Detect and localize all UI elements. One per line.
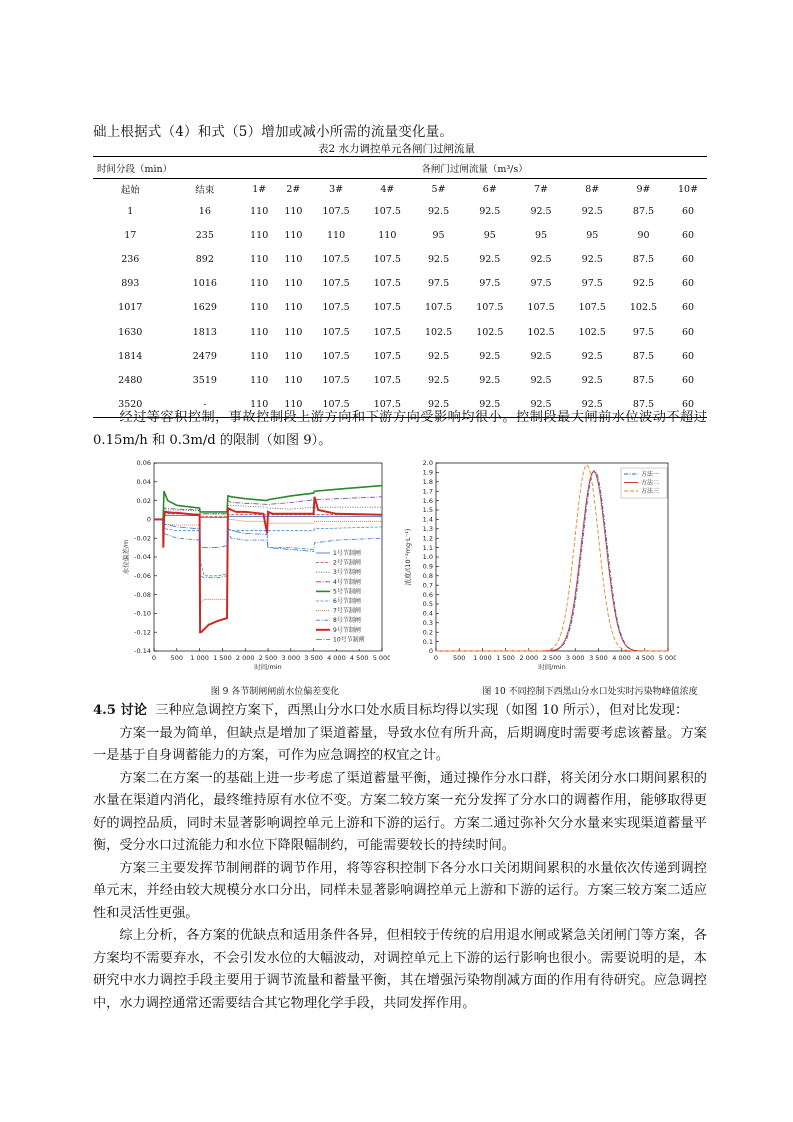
- paragraph-scheme-3: 方案三主要发挥节制闸群的调节作用，将等容积控制下各分水口关闭期间累积的水量依次传递到调控单元末，并经由较大规模分水口分出，同样未显著影响调控单元上游和下游的运行。方案三较方案二适应性和灵活性更强。: [93, 860, 707, 921]
- table-cell: 92.5: [530, 205, 552, 217]
- column-header: 1#: [252, 183, 267, 195]
- column-header: 4#: [380, 183, 395, 195]
- table-cell: 110: [284, 374, 303, 386]
- table-cell: 95: [432, 229, 445, 241]
- table-cell: 92.5: [427, 205, 450, 217]
- table-cell: 92.5: [479, 374, 501, 386]
- y-tick-label: 0.1: [422, 637, 433, 646]
- x-tick-label: 2 500: [258, 654, 278, 662]
- column-header: 7#: [534, 183, 549, 195]
- legend-label: 1号节制闸: [333, 550, 361, 557]
- y-tick-label: 1.9: [422, 468, 433, 477]
- legend-label: 3号节制闸: [333, 569, 361, 577]
- gate-flow-table: [93, 156, 707, 418]
- x-tick-label: 3 500: [304, 654, 323, 662]
- table-cell: 107.5: [310, 393, 361, 418]
- figure-9-chart: [118, 455, 390, 670]
- y-tick-label: 1.8: [422, 478, 433, 486]
- y-tick-label: -0.04: [134, 553, 151, 562]
- y-tick-label: -0.08: [134, 590, 151, 599]
- y-tick-label: 0.4: [422, 609, 433, 618]
- table-cell: 92.5: [479, 350, 501, 362]
- table-body: [93, 199, 707, 417]
- intro-text: 础上根据式（4）和式（5）增加或减小所需的流量变化量。: [93, 124, 454, 140]
- y-tick-label: -0.12: [134, 628, 151, 637]
- table-cell: 97.5: [581, 278, 603, 290]
- y-tick-label: 0.3: [422, 619, 433, 627]
- table-cell: 107.5: [362, 393, 413, 418]
- table-cell: 110: [250, 229, 269, 241]
- table-cell: 102.5: [578, 326, 606, 338]
- table-cell: 107.5: [373, 278, 401, 290]
- y-tick-label: 1.0: [422, 553, 433, 562]
- table-cell: 92.5: [479, 205, 501, 217]
- table-cell: 2480: [118, 374, 143, 386]
- x-axis-label: 时间/min: [538, 663, 566, 670]
- table-cell: 110: [284, 229, 303, 241]
- table-cell: 60: [669, 393, 707, 418]
- paragraph-scheme-2: 方案二在方案一的基础上进一步考虑了渠道蓄量平衡，通过操作分水口群，将关闭分水口期间累积的水量在渠道内消化，最终维持原有水位不变。方案二较方案一充分发挥了分水口的调蓄作用，能够取得更好的调控品质，同时未显著影响调控单元上游和下游的运行。方案二通过弥补欠分水量来实现渠道蓄量平衡，受分水口过流能力和水位下降限幅制约，可能需要较长的持续时间。: [93, 770, 707, 853]
- table-cell: 110: [242, 393, 276, 418]
- y-tick-label: -0.02: [134, 534, 151, 543]
- discussion-first-line: [93, 700, 707, 723]
- table-cell: 17: [124, 229, 137, 241]
- table-cell: 97.5: [479, 278, 501, 290]
- table-cell: 60: [682, 229, 695, 241]
- table-cell: 90: [637, 229, 650, 241]
- table-cell: 107.5: [373, 253, 401, 265]
- legend-label: 8号节制闸: [333, 617, 361, 625]
- column-header: 5#: [431, 183, 446, 195]
- figure-9: [118, 455, 390, 674]
- table-row: [93, 296, 707, 320]
- table-cell: 87.5: [632, 350, 655, 362]
- table-cell: 110: [250, 350, 269, 362]
- table-row: [93, 344, 707, 368]
- legend-label: 5号节制闸: [333, 588, 361, 596]
- table-cell: 107.5: [322, 253, 350, 265]
- y-tick-label: 0: [428, 647, 433, 656]
- table-cell: 102.5: [527, 326, 555, 338]
- y-tick-label: 0.04: [136, 478, 151, 486]
- table-cell: 110: [250, 302, 269, 314]
- column-header: 起始: [120, 185, 140, 196]
- y-tick-label: 1.3: [422, 525, 433, 533]
- table-cell: 97.5: [530, 278, 552, 290]
- table-cell: 107.5: [322, 302, 350, 314]
- table-cell: 3519: [192, 374, 217, 386]
- legend-label: 7号节制闸: [333, 607, 361, 615]
- x-tick-label: 4 000: [327, 654, 346, 662]
- y-tick-label: -0.06: [134, 572, 151, 580]
- x-tick-label: 5 000: [658, 654, 676, 662]
- table-cell: 107.5: [322, 374, 350, 386]
- table-row: [93, 223, 707, 247]
- figure-9-caption: 图 9 各节制闸闸前水位偏差变化: [210, 687, 340, 697]
- table-group-header: [93, 157, 707, 179]
- table-cell: 1017: [118, 302, 143, 314]
- gate-flow-header: 各闸门过闸流量（m³/s）: [242, 157, 707, 179]
- table-cell: 92.5: [581, 253, 603, 265]
- table-cell: 1630: [118, 326, 143, 338]
- discussion-intro: 三种应急调控方案下，西黑山分水口处水质目标均得以实现（如图 10 所示），但对比发现：: [155, 703, 689, 718]
- table-cell: 110: [250, 253, 269, 265]
- table-cell: 107.5: [322, 326, 350, 338]
- x-tick-label: 1 500: [213, 654, 232, 662]
- legend-label: 4号节制闸: [333, 578, 361, 586]
- table-cell: 92.5: [530, 374, 552, 386]
- x-tick-label: 3 500: [589, 654, 608, 662]
- y-tick-label: 0.8: [422, 572, 433, 580]
- legend-label: 9号节制闸: [333, 626, 361, 634]
- table-cell: 107.5: [373, 205, 401, 217]
- table-cell: 892: [195, 253, 214, 265]
- table-cell: 107.5: [527, 302, 555, 314]
- table-column-header: [93, 179, 707, 200]
- column-header: 3#: [329, 183, 344, 195]
- table-cell: 110: [378, 229, 397, 241]
- table-row: [93, 247, 707, 271]
- x-tick-label: 3 000: [281, 654, 301, 662]
- table-cell: 92.5: [427, 350, 450, 362]
- table-cell: 1016: [192, 278, 217, 290]
- x-tick-label: 1 500: [496, 654, 515, 662]
- table-cell: -: [168, 393, 243, 418]
- table-cell: 16: [198, 205, 211, 217]
- table-cell: 102.5: [629, 302, 658, 314]
- table-caption: 表2 水力调控单元各闸门过闸流量: [317, 143, 476, 155]
- table-cell: 107.5: [373, 302, 401, 314]
- table-cell: 110: [284, 302, 303, 314]
- y-tick-label: -0.14: [134, 647, 151, 656]
- y-tick-label: 1.5: [422, 506, 433, 515]
- x-tick-label: 4 500: [635, 654, 655, 662]
- column-header: 9#: [636, 183, 651, 195]
- column-header: 6#: [482, 183, 497, 195]
- x-tick-label: 2 500: [542, 654, 562, 662]
- x-tick-label: 1 000: [473, 654, 492, 662]
- table-cell: 92.5: [581, 350, 603, 362]
- table-cell: 87.5: [632, 253, 655, 265]
- legend-label: 6号节制闸: [333, 598, 361, 605]
- y-tick-label: 1.2: [422, 534, 433, 543]
- table-cell: 236: [121, 253, 140, 265]
- table-cell: 110: [327, 229, 346, 241]
- y-tick-label: 2.0: [422, 459, 433, 468]
- table-cell: 107.5: [578, 302, 606, 314]
- y-axis-label: 浓度/(10⁻³mg·L⁻¹): [404, 528, 412, 586]
- x-tick-label: 0: [433, 654, 439, 662]
- table-cell: 92.5: [581, 205, 603, 217]
- table-cell: 110: [250, 374, 269, 386]
- series-line: [436, 472, 668, 652]
- x-tick-label: 0: [151, 654, 157, 662]
- legend-label: 方法三: [641, 488, 660, 495]
- table-cell: 110: [250, 326, 269, 338]
- table-cell: 102.5: [424, 326, 453, 338]
- table-cell: 95: [586, 229, 599, 241]
- table-cell: 92.5: [427, 374, 450, 386]
- y-tick-label: 1.4: [422, 515, 433, 524]
- y-tick-label: 0.06: [136, 459, 151, 468]
- table-cell: 95: [483, 229, 496, 241]
- table-cell: 92.5: [530, 350, 552, 362]
- table-cell: 110: [250, 205, 269, 217]
- paragraph-scheme-1: 方案一最为简单，但缺点是增加了渠道蓄量，导致水位有所升高，后期调度时需要考虑该蓄量。方案一是基于自身调蓄能力的方案，可作为应急调控的权宜之计。: [93, 725, 707, 763]
- table-cell: 60: [682, 302, 695, 314]
- table-cell: 92.5: [413, 393, 464, 418]
- table-cell: 1813: [192, 326, 217, 338]
- table-cell: 107.5: [424, 302, 453, 314]
- x-tick-label: 500: [452, 654, 466, 662]
- column-header: 8#: [585, 183, 600, 195]
- table-cell: 60: [682, 374, 695, 386]
- paragraph-summary: 综上分析，各方案的优缺点和适用条件各异，但相较于传统的启用退水闸或紧急关闭闸门等方案，各方案均不需要弃水，不会引发水位的大幅波动，对调控单元上下游的运行影响也很小。需要说明的是，本研究中水力调控手段主要用于调节流量和蓄量平衡，其在增强污染物削减方面的作用有待研究。应急调控中，水力调控通常还需要结合其它物理化学手段，共同发挥作用。: [93, 928, 707, 1011]
- x-tick-label: 4 000: [612, 654, 631, 662]
- column-header: 2#: [286, 183, 301, 195]
- y-tick-label: 1.1: [422, 543, 433, 552]
- y-tick-label: 0.5: [422, 600, 433, 609]
- table-cell: 2479: [192, 350, 217, 362]
- legend-label: 方法一: [641, 471, 660, 478]
- x-tick-label: 500: [170, 654, 184, 662]
- table-cell: 92.5: [530, 253, 552, 265]
- y-tick-label: -0.10: [134, 609, 151, 618]
- figure-10-caption: 图 10 不同控制下西黑山分水口处实时污染物峰值浓度: [482, 687, 698, 697]
- y-tick-label: 0.7: [422, 581, 433, 590]
- table-row: [93, 199, 707, 223]
- table-cell: 102.5: [476, 326, 504, 338]
- column-header: 10#: [678, 183, 699, 195]
- paragraph-control: [93, 407, 707, 452]
- table-cell: 110: [284, 350, 303, 362]
- table-row: [93, 320, 707, 344]
- x-tick-label: 2 000: [235, 654, 255, 662]
- y-tick-label: 0.02: [136, 496, 151, 505]
- table-cell: 893: [121, 278, 140, 290]
- table-cell: 97.5: [427, 278, 450, 290]
- legend-label: 2号节制闸: [333, 559, 361, 567]
- table-cell: 107.5: [373, 326, 401, 338]
- y-tick-label: 0: [146, 515, 151, 524]
- table-cell: 110: [284, 278, 303, 290]
- table-cell: 92.5: [515, 393, 566, 418]
- legend-label: 10号节制闸: [333, 636, 365, 644]
- table-row: [93, 272, 707, 296]
- x-tick-label: 3 000: [565, 654, 585, 662]
- table-cell: 110: [250, 278, 269, 290]
- table-cell: 92.5: [479, 253, 501, 265]
- y-tick-label: 0.2: [422, 628, 433, 637]
- table-cell: 97.5: [632, 326, 655, 338]
- section-heading: 4.5 讨论: [93, 703, 147, 718]
- table-cell: 110: [276, 393, 310, 418]
- column-header: 结束: [195, 185, 215, 196]
- table-cell: 92.5: [632, 278, 655, 290]
- table-cell: 1629: [192, 302, 217, 314]
- table-cell: 107.5: [373, 374, 401, 386]
- table-cell: 95: [534, 229, 548, 241]
- figure-10-chart: [396, 455, 676, 670]
- y-tick-label: 1.7: [422, 487, 433, 496]
- table-cell: 1: [127, 205, 134, 217]
- y-tick-label: 1.6: [422, 496, 433, 505]
- table-cell: 60: [682, 205, 695, 217]
- table-cell: 107.5: [322, 350, 350, 362]
- table-cell: 92.5: [427, 253, 450, 265]
- x-tick-label: 4 500: [349, 654, 369, 662]
- table-cell: 107.5: [322, 205, 350, 217]
- table-cell: 235: [195, 229, 214, 241]
- table-cell: 110: [284, 205, 303, 217]
- x-tick-label: 2 000: [519, 654, 539, 662]
- figure-10: [396, 455, 676, 674]
- table-cell: 107.5: [476, 302, 504, 314]
- table-cell: 1814: [118, 350, 143, 362]
- table-cell: 107.5: [322, 278, 350, 290]
- legend-label: 方法二: [641, 479, 660, 487]
- table-cell: 107.5: [373, 350, 401, 362]
- y-tick-label: 0.9: [422, 562, 433, 571]
- table-cell: 87.5: [618, 393, 669, 418]
- time-segment-header: 时间分段（min）: [93, 157, 242, 179]
- x-tick-label: 5 000: [372, 654, 390, 662]
- y-axis-label: 水位偏差/m: [122, 539, 130, 575]
- table-cell: 110: [284, 326, 303, 338]
- table-cell: 92.5: [567, 393, 618, 418]
- discussion-section: [93, 700, 707, 1015]
- x-tick-label: 1 000: [190, 654, 209, 662]
- table-cell: 3520: [93, 393, 168, 418]
- table-cell: 60: [682, 253, 695, 265]
- table-cell: 60: [682, 326, 695, 338]
- y-tick-label: 0.6: [422, 590, 433, 599]
- table-cell: 60: [682, 350, 695, 362]
- table-cell: 110: [284, 253, 303, 265]
- table-cell: 92.5: [581, 374, 603, 386]
- paragraph-text: 经过等容积控制，事故控制段上游方向和下游方向受影响均很小。控制段最大闸前水位波动不超过 0.15m/h 和 0.3m/d 的限制（如图 9）。: [93, 410, 707, 448]
- table-cell: 87.5: [632, 205, 655, 217]
- x-axis-label: 时间/min: [254, 663, 282, 670]
- table-row: [93, 368, 707, 392]
- table-cell: 87.5: [632, 374, 655, 386]
- table-cell: 60: [682, 278, 695, 290]
- table-cell: 92.5: [464, 393, 515, 418]
